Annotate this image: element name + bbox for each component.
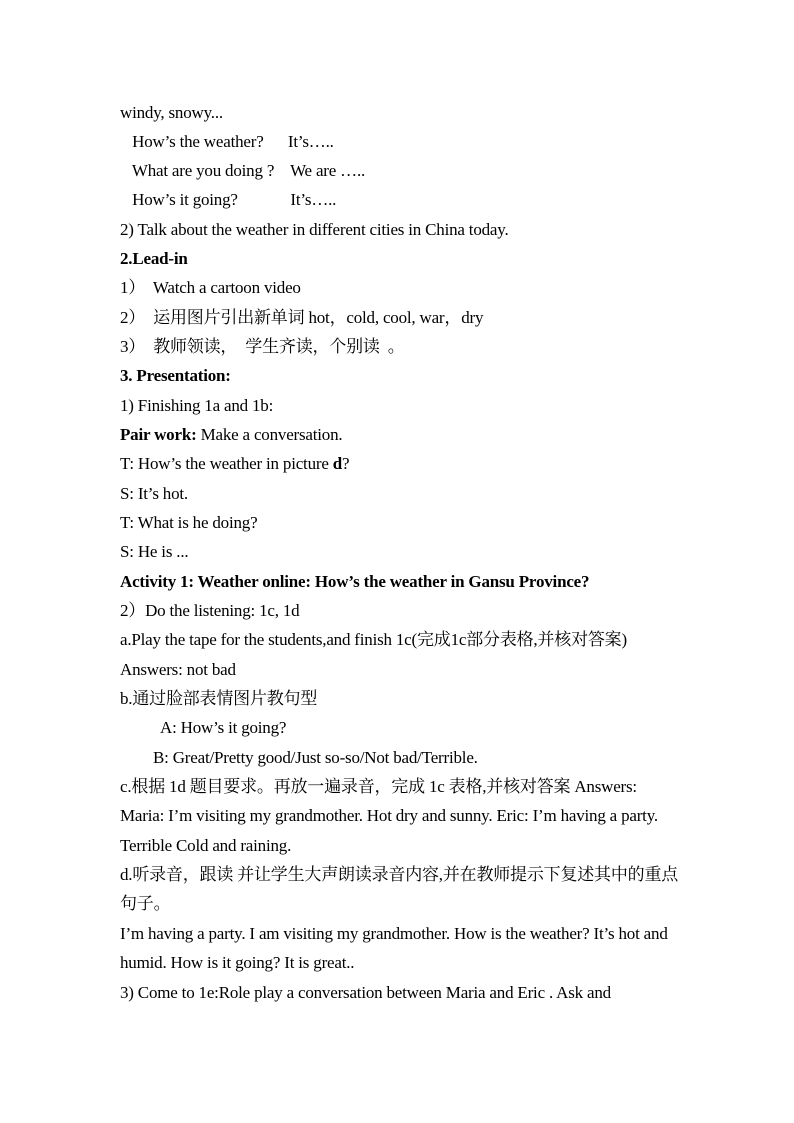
text-line: How’s the weather? It’s….. xyxy=(120,132,334,151)
text-line: 3) Come to 1e:Role play a conversation between Maria and Eric . Ask and xyxy=(120,983,611,1002)
text-line: 2） 运用图片引出新单词 hot，cold, cool, war，dry xyxy=(120,308,484,327)
question-text: T: How’s the weather in picture xyxy=(120,454,333,473)
text-line: 3） 教师领读， 学生齐读，个别读 。 xyxy=(120,337,405,356)
text-line: a.Play the tape for the students,and finish 1c(完成1c部分表格,并核对答案) xyxy=(120,630,627,649)
text-paragraph: d.听录音，跟读 并让学生大声朗读录音内容,并在教师提示下复述其中的重点句子。 xyxy=(120,865,679,914)
section-heading: 2.Lead-in xyxy=(120,249,188,268)
text-line: Answers: not bad xyxy=(120,660,236,679)
section-heading: 3. Presentation: xyxy=(120,366,231,385)
text-line: 1） Watch a cartoon video xyxy=(120,278,301,297)
text-line: 2）Do the listening: 1c, 1d xyxy=(120,601,300,620)
text-line: What are you doing ? We are ….. xyxy=(120,161,366,180)
text-line xyxy=(120,453,349,475)
text-line: S: He is ... xyxy=(120,542,189,561)
picture-letter: d xyxy=(332,454,343,473)
text-line: How’s it going? It’s….. xyxy=(120,190,337,209)
text-line: A: How’s it going? xyxy=(160,718,287,737)
text-line: b.通过脸部表情图片教句型 xyxy=(120,689,318,708)
text-paragraph: I’m having a party. I am visiting my grandmother. How is the weather? It’s hot and humid. How is it going? It is great.. xyxy=(120,924,668,973)
pair-work-label: Pair work: xyxy=(120,425,197,444)
text-paragraph: c.根据 1d 题目要求。再放一遍录音，完成 1c 表格,并核对答案 Answers: Maria: I’m visiting my grandmother. Hot dry and sunny. Eric: I’m having a party. Terrible Cold and raining. xyxy=(120,777,658,855)
text-line xyxy=(120,424,342,446)
text-line: S: It’s hot. xyxy=(120,484,188,503)
activity-heading: Activity 1: Weather online: How’s the weather in Gansu Province? xyxy=(120,572,590,591)
question-mark: ? xyxy=(342,454,350,473)
text-line: windy, snowy... xyxy=(120,103,223,122)
pair-work-text: Make a conversation. xyxy=(196,425,343,444)
text-line: 2) Talk about the weather in different cities in China today. xyxy=(120,220,509,239)
text-line: 1) Finishing 1a and 1b: xyxy=(120,396,274,415)
text-line: T: What is he doing? xyxy=(120,513,258,532)
text-line: B: Great/Pretty good/Just so-so/Not bad/Terrible. xyxy=(153,748,478,767)
